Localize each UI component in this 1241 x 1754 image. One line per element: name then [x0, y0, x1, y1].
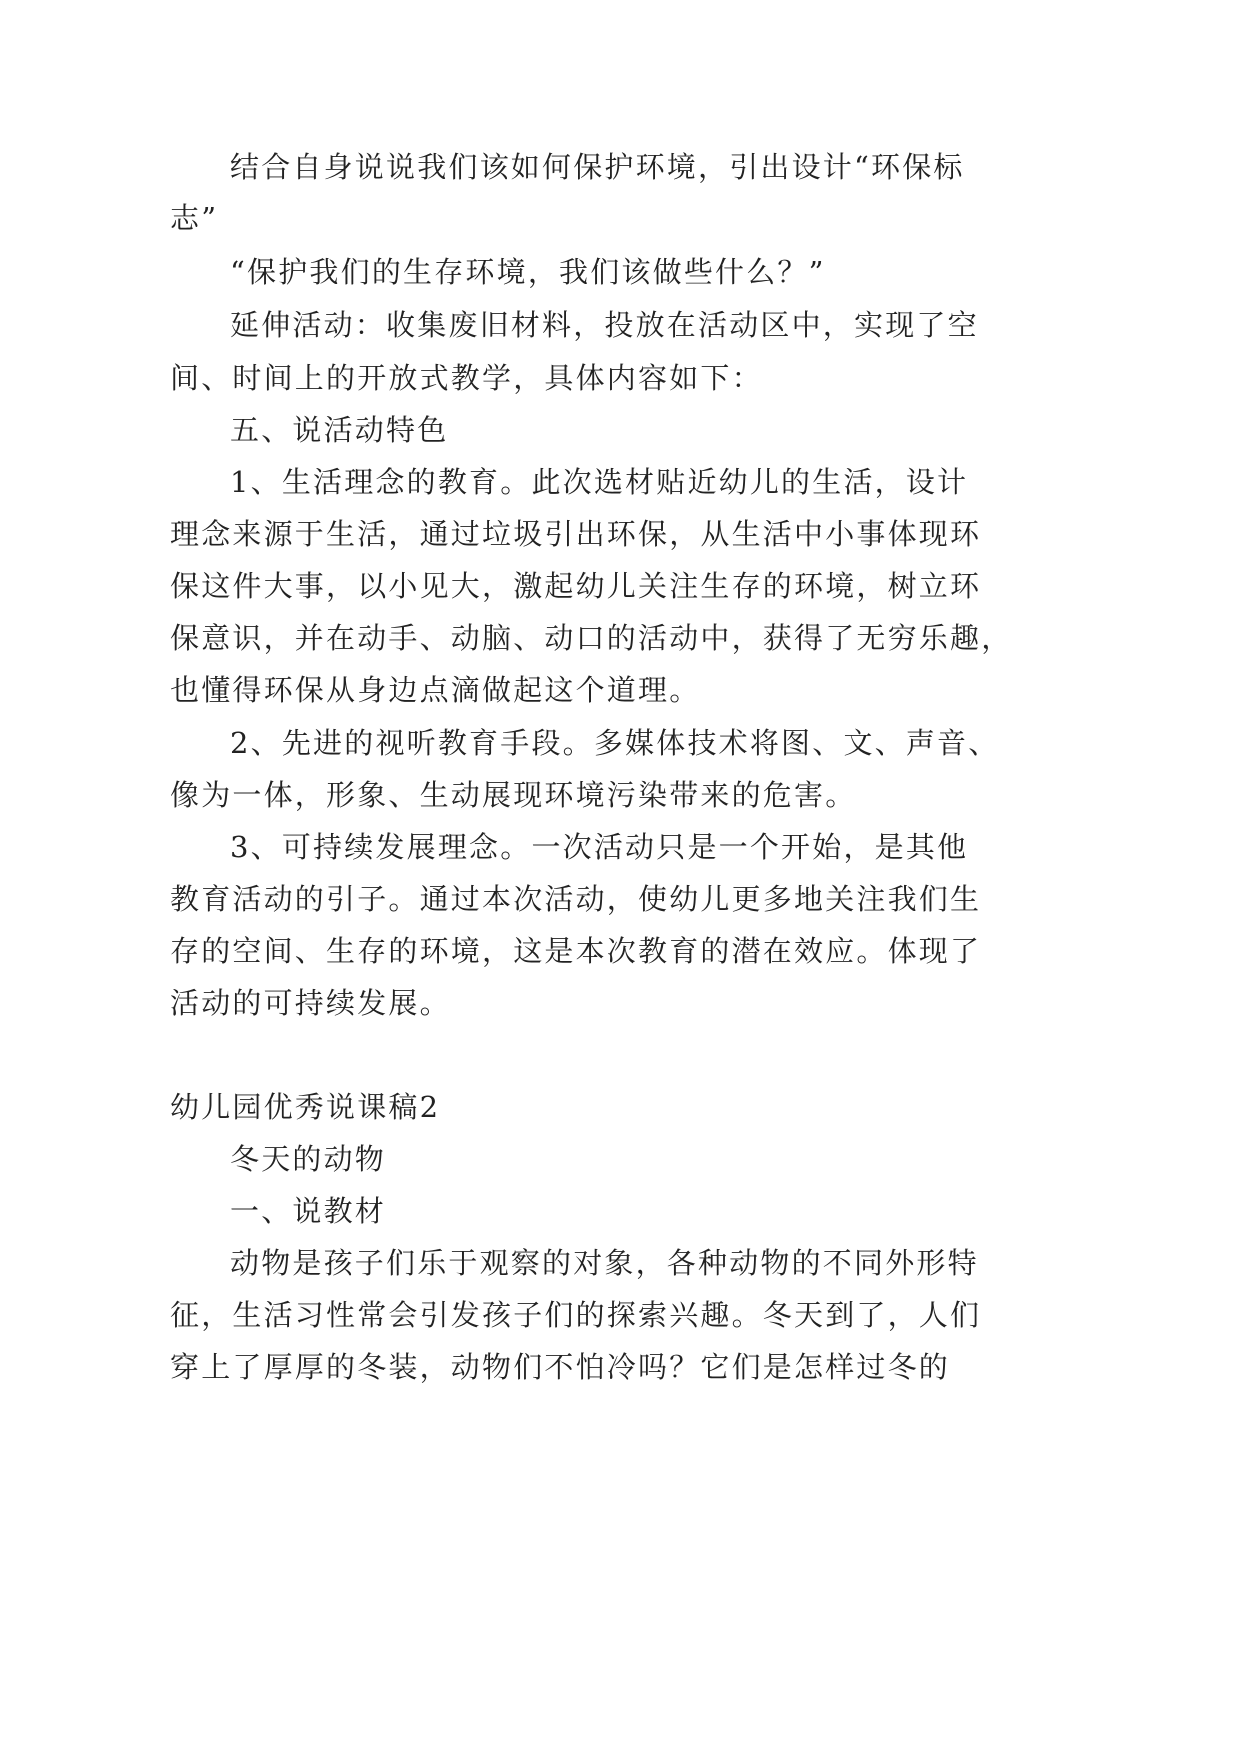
paragraph-line: 1、生活理念的教育。此次选材贴近幼儿的生活，设计 — [230, 465, 969, 499]
paragraph-line: 征，生活习性常会引发孩子们的探索兴趣。冬天到了，人们 — [170, 1298, 982, 1332]
paragraph-line: 动物是孩子们乐于观察的对象，各种动物的不同外形特 — [230, 1246, 979, 1280]
paragraph-line: 理念来源于生活，通过垃圾引出环保，从生活中小事体现环 — [170, 517, 982, 551]
section-heading: 一、说教材 — [230, 1194, 387, 1228]
paragraph-line: 也懂得环保从身边点滴做起这个道理。 — [170, 673, 701, 707]
paragraph-line: 穿上了厚厚的冬装，动物们不怕冷吗？它们是怎样过冬的 — [170, 1350, 951, 1384]
paragraph-line: 活动的可持续发展。 — [170, 986, 451, 1020]
paragraph-line: 延伸活动：收集废旧材料，投放在活动区中，实现了空 — [230, 308, 979, 342]
paragraph-line: 存的空间、生存的环境，这是本次教育的潜在效应。体现了 — [170, 934, 982, 968]
lesson-title: 冬天的动物 — [230, 1142, 387, 1176]
section-heading: 五、说活动特色 — [230, 413, 449, 447]
paragraph-line: 3、可持续发展理念。一次活动只是一个开始，是其他 — [230, 830, 969, 864]
paragraph-line: “保护我们的生存环境，我们该做些什么？” — [230, 255, 826, 289]
paragraph-line: 间、时间上的开放式教学，具体内容如下： — [170, 361, 763, 395]
paragraph-line: 教育活动的引子。通过本次活动，使幼儿更多地关注我们生 — [170, 882, 982, 916]
document-title: 幼儿园优秀说课稿2 — [170, 1090, 441, 1124]
paragraph-line: 志” — [170, 201, 219, 235]
paragraph-line: 像为一体，形象、生动展现环境污染带来的危害。 — [170, 778, 857, 812]
paragraph-line: 保意识，并在动手、动脑、动口的活动中，获得了无穷乐趣， — [170, 621, 1013, 655]
paragraph-line: 2、先进的视听教育手段。多媒体技术将图、文、声音、 — [230, 726, 1000, 760]
paragraph-line: 保这件大事，以小见大，激起幼儿关注生存的环境，树立环 — [170, 569, 982, 603]
paragraph-line: 结合自身说说我们该如何保护环境，引出设计“环保标 — [230, 150, 965, 184]
